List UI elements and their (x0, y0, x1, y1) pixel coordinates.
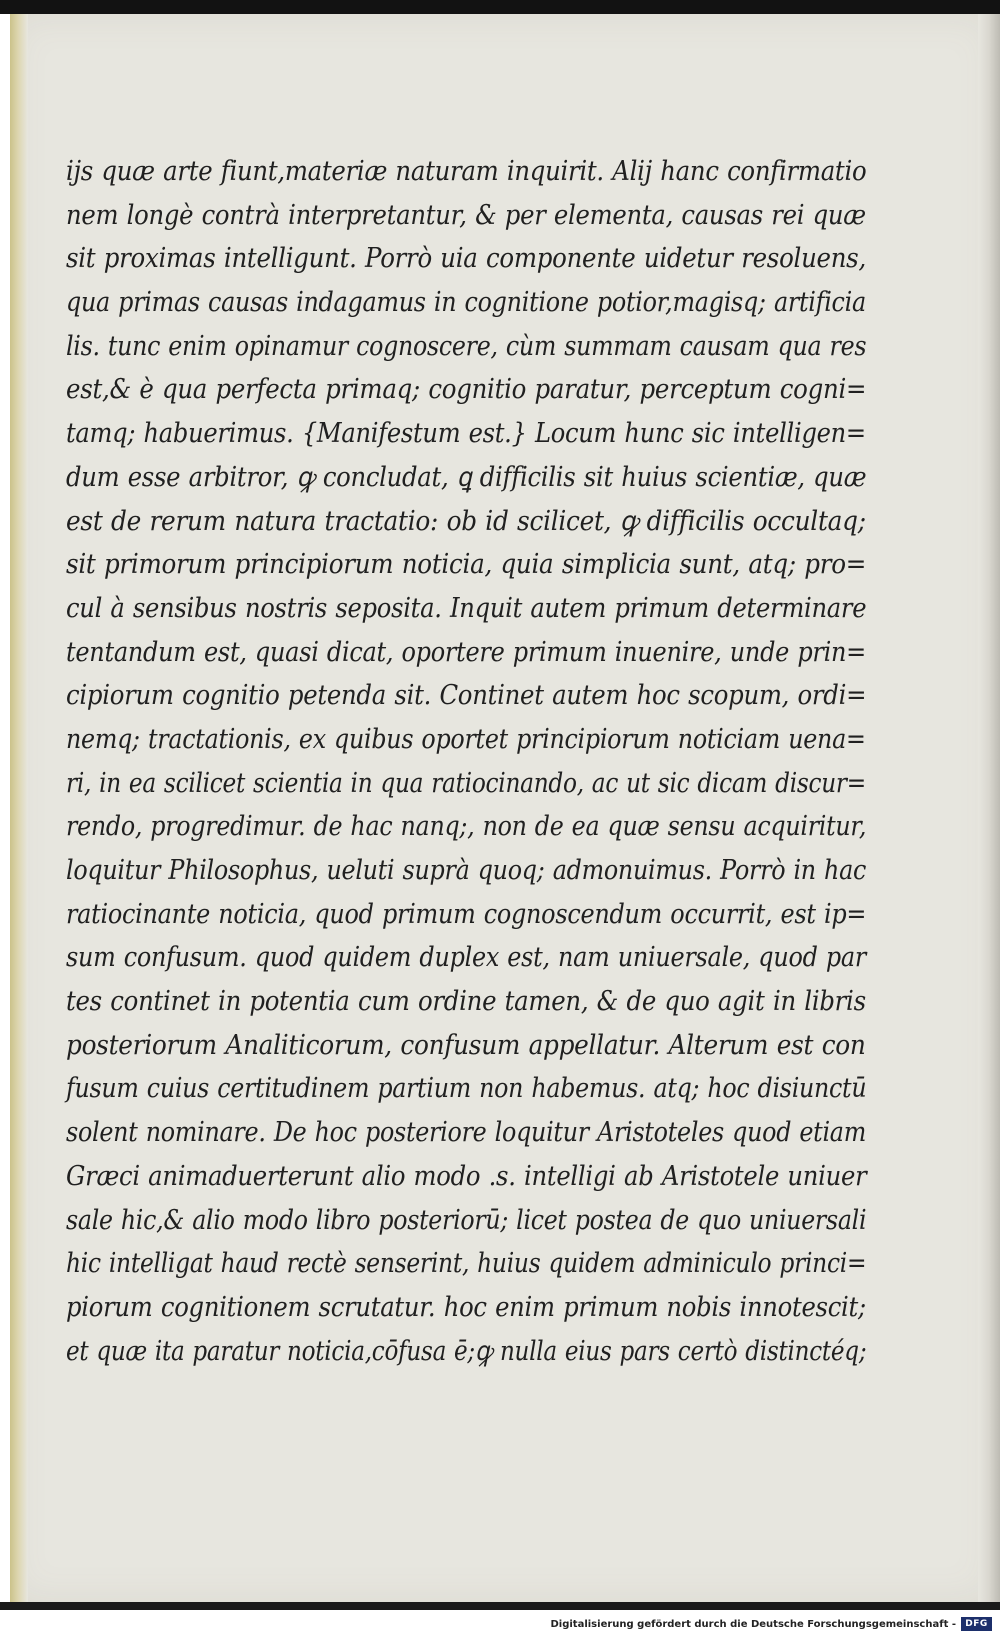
text-line: ratiocinante noticia, quod primum cognoscendum occurrit, est ip= (66, 898, 867, 930)
text-line: fusum cuius certitudinem partium non habemus. atq; hoc disiunctū (66, 1073, 867, 1105)
text-line: nem longè contrà interpretantur, & per elementa, causas rei quæ (66, 199, 866, 231)
text-line: piorum cognitionem scrutatur. hoc enim primum nobis innotescit; (66, 1291, 866, 1323)
text-line: sit proximas intelligunt. Porrò uia componente uidetur resoluens, (66, 243, 866, 275)
text-line: tentandum est, quasi dicat, oportere primum inuenire, unde prin= (66, 636, 866, 668)
text-line: ri, in ea scilicet scientia in qua ratiocinando, ac ut sic dicam discur= (66, 767, 866, 799)
page-gutter (10, 14, 28, 1602)
text-line: tes continet in potentia cum ordine tamen, & de quo agit in libris (66, 986, 866, 1018)
text-line: posteriorum Analiticorum, confusum appellatur. Alterum est con (66, 1029, 866, 1061)
text-line: sale hic,& alio modo libro posteriorū; licet postea de quo uniuersali (66, 1204, 867, 1236)
text-line: cipiorum cognitio petenda sit. Continet autem hoc scopum, ordi= (66, 680, 867, 712)
dfg-logo: DFG (961, 1617, 992, 1631)
text-line: nemq; tractationis, ex quibus oportet principiorum noticiam uena= (66, 723, 866, 755)
text-line: Græci animaduerterunt alio modo .s. intelligi ab Aristotele uniuer (66, 1160, 867, 1192)
text-line: loquitur Philosophus, ueluti suprà quoq; admonuimus. Porrò in hac (66, 855, 867, 886)
text-line: ijs quæ arte fiunt,materiæ naturam inquirit. Alij hanc confirmatio (66, 156, 867, 187)
page-right-edge (978, 14, 1000, 1602)
page-text (66, 150, 867, 1373)
text-line: sum confusum. quod quidem duplex est, nam uniuersale, quod par (66, 942, 866, 974)
text-line: et quæ ita paratur noticia,cōfusa ē;ꝙ nulla eius pars certò distinctéq; (66, 1335, 867, 1367)
text-line: tamq; habuerimus. {Manifestum est.} Locum hunc sic intelligen= (66, 418, 866, 450)
text-line: hic intelligat haud rectè senserint, huius quidem adminiculo princi= (66, 1248, 867, 1280)
text-line: qua primas causas indagamus in cognitione potior,magisq; artificia (66, 287, 866, 319)
text-line: solent nominare. De hoc posteriore loquitur Aristoteles quod etiam (66, 1117, 867, 1149)
text-line: est de rerum natura tractatio: ob id scilicet, ꝙ difficilis occultaq; (66, 505, 866, 537)
text-line: dum esse arbitror, ꝙ concludat, ꝗ difficilis sit huius scientiæ, quæ (66, 461, 867, 493)
text-line: rendo, progredimur. de hac nanq;, non de ea quæ sensu acquiritur, (66, 811, 867, 843)
scan-bottom-border (0, 1602, 1000, 1610)
digitization-credit: Digitalisierung gefördert durch die Deutsche Forschungsgemeinschaft - (550, 1619, 956, 1630)
text-line: cul à sensibus nostris seposita. Inquit autem primum determinare (66, 592, 867, 624)
text-line: est,& è qua perfecta primaq; cognitio paratur, perceptum cogni= (66, 374, 867, 406)
scan-top-border (0, 0, 1000, 14)
text-line: sit primorum principiorum noticia, quia simplicia sunt, atq; pro= (66, 549, 867, 581)
text-line: lis. tunc enim opinamur cognoscere, cùm summam causam qua res (66, 330, 867, 362)
